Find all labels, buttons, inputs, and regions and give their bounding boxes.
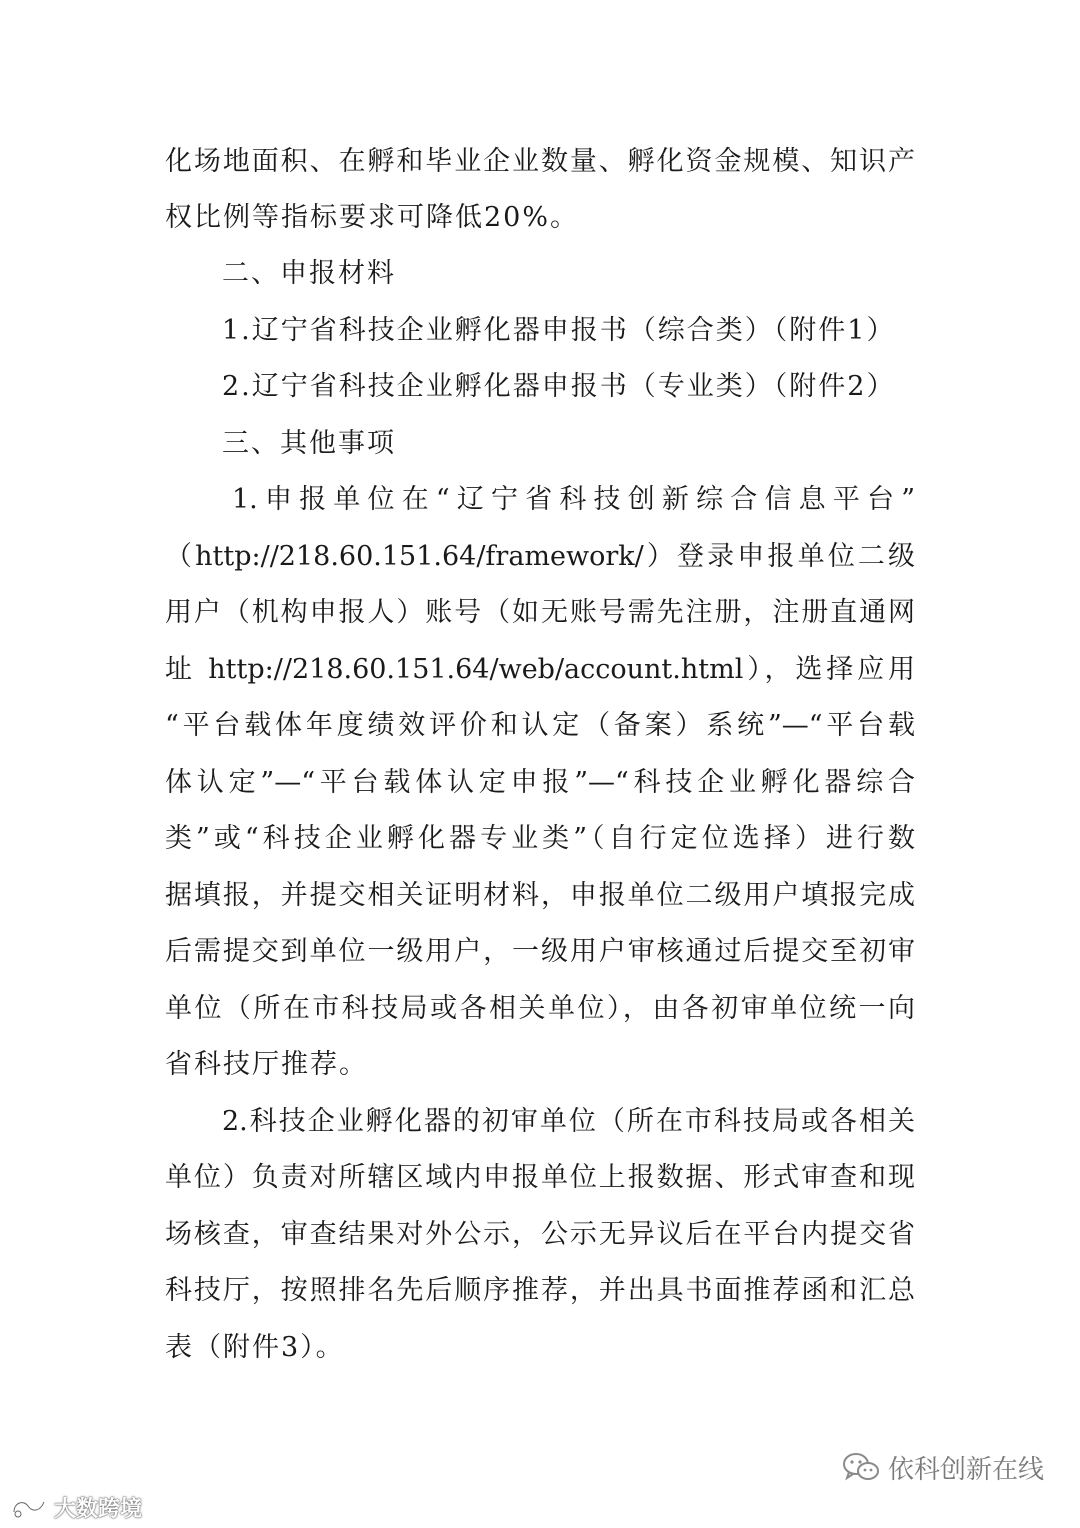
material-item-1: 1.辽宁省科技企业孵化器申报书（综合类）（附件1） [222,315,896,346]
paragraph-line-13: 类”或“科技企业孵化器专业类”（自行定位选择）进行数 [165,823,915,854]
paragraph-line-20: 场核查，审查结果对外公示，公示无异议后在平台内提交省 [165,1219,915,1250]
paragraph-line-18: 2.科技企业孵化器的初审单位（所在市科技局或各相关 [222,1106,915,1137]
paragraph-line-8: （http://218.60.151.64/framework/）登录申报单位二级 [165,541,915,572]
paragraph-line-10: 址 http://218.60.151.64/web/account.html），选择应用 [165,654,915,685]
paragraph-line-9: 用户（机构申报人）账号（如无账号需先注册，注册直通网 [165,597,915,628]
paragraph-line-12: 体认定”—“平台载体认定申报”—“科技企业孵化器综合 [165,767,915,798]
wechat-icon [842,1451,880,1483]
paragraph-line-11: “平台载体年度绩效评价和认定（备案）系统”—“平台载 [165,710,915,741]
paragraph-line-7: 1.申报单位在“辽宁省科技创新综合信息平台” [232,484,915,515]
section-heading-materials: 二、申报材料 [222,258,396,289]
section-heading-other: 三、其他事项 [222,428,396,459]
paragraph-line-16: 单位（所在市科技局或各相关单位），由各初审单位统一向 [165,993,915,1024]
watermark-left [10,1490,142,1524]
watermark-right [842,1447,1044,1487]
paragraph-line-17: 省科技厅推荐。 [165,1049,368,1080]
watermark-right-label: 依科创新在线 [887,1454,1044,1485]
watermark-left-label: 大数跨境 [54,1496,143,1522]
material-item-2: 2.辽宁省科技企业孵化器申报书（专业类）（附件2） [222,371,896,402]
brand-logo-icon [10,1494,50,1520]
paragraph-line-1: 化场地面积、在孵和毕业企业数量、孵化资金规模、知识产 [165,146,915,177]
paragraph-line-22: 表（附件3）。 [165,1332,345,1363]
paragraph-line-14: 据填报，并提交相关证明材料，申报单位二级用户填报完成 [165,880,915,911]
paragraph-line-19: 单位）负责对所辖区域内申报单位上报数据、形式审查和现 [165,1162,915,1193]
paragraph-line-15: 后需提交到单位一级用户，一级用户审核通过后提交至初审 [165,936,915,967]
paragraph-line-2: 权比例等指标要求可降低20%。 [165,202,580,233]
paragraph-line-21: 科技厅，按照排名先后顺序推荐，并出具书面推荐函和汇总 [165,1275,915,1306]
